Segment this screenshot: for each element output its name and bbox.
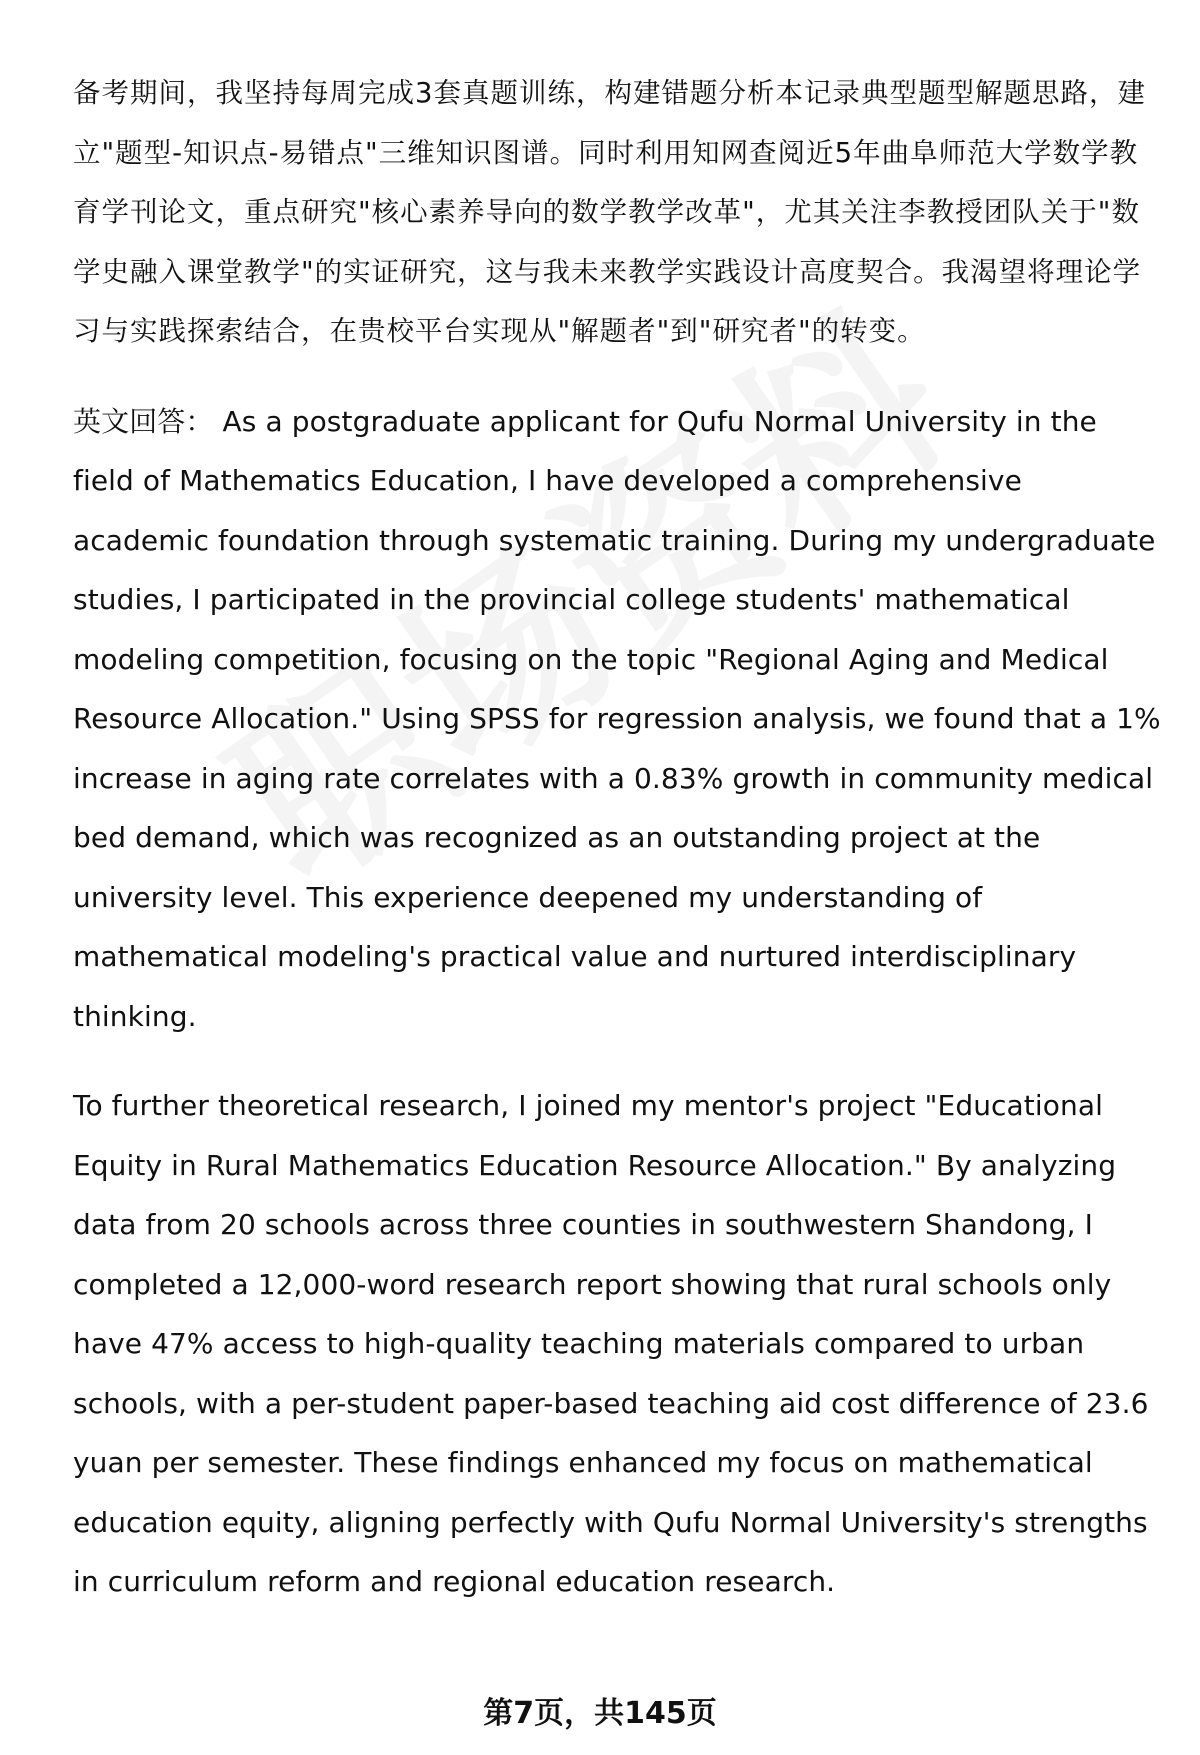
paragraph-gap [73,1046,1163,1076]
paragraph-research-project: To further theoretical research, I joined my mentor's project "Educational Equity in Rural Mathematics Education Resource Allocation." By analyzing data from 20 schools across three counties in southwestern Shandong, I completed a 12,000-word research report showing that rural schools only have 47% access to high-quality teaching materials compared to urban schools, with a per-student paper-based teaching aid cost difference of 23.6 yuan per semester. These findings enhanced my focus on mathematical education equity, aligning perfectly with Qufu Normal University's strengths in curriculum reform and regional education research. [73,1089,1149,1598]
paragraph-english-answer: 英文回答： As a postgraduate applicant for Qufu Normal University in the field of Mathematics Education, I have developed a comprehensive academic foundation through systematic training. During my undergraduate studies, I participated in the provincial college students' mathematical modeling competition, focusing on the topic "Regional Aging and Medical Resource Allocation." Using SPSS for regression analysis, we found that a 1% increase in aging rate correlates with a 0.83% growth in community medical bed demand, which was recognized as an outstanding project at the university level. This experience deepened my understanding of mathematical modeling's practical value and nurtured interdisciplinary thinking. [73,404,1161,1033]
paragraph-chinese-prep: 备考期间，我坚持每周完成3套真题训练，构建错题分析本记录典型题型解题思路，建立"题型-知识点-易错点"三维知识图谱。同时利用知网查阅近5年曲阜师范大学数学教育学刊论文，重点研究"核心素养导向的数学教学改革"，尤其关注李教授团队关于"数学史融入课堂教学"的实证研究，这与我未来教学实践设计高度契合。我渴望将理论学习与实践探索结合，在贵校平台实现从"解题者"到"研究者"的转变。 [73,77,1146,347]
page-number-footer: 第7页，共145页 [483,1696,717,1731]
paragraph-gap [73,362,1163,392]
document-page [73,64,1163,1612]
